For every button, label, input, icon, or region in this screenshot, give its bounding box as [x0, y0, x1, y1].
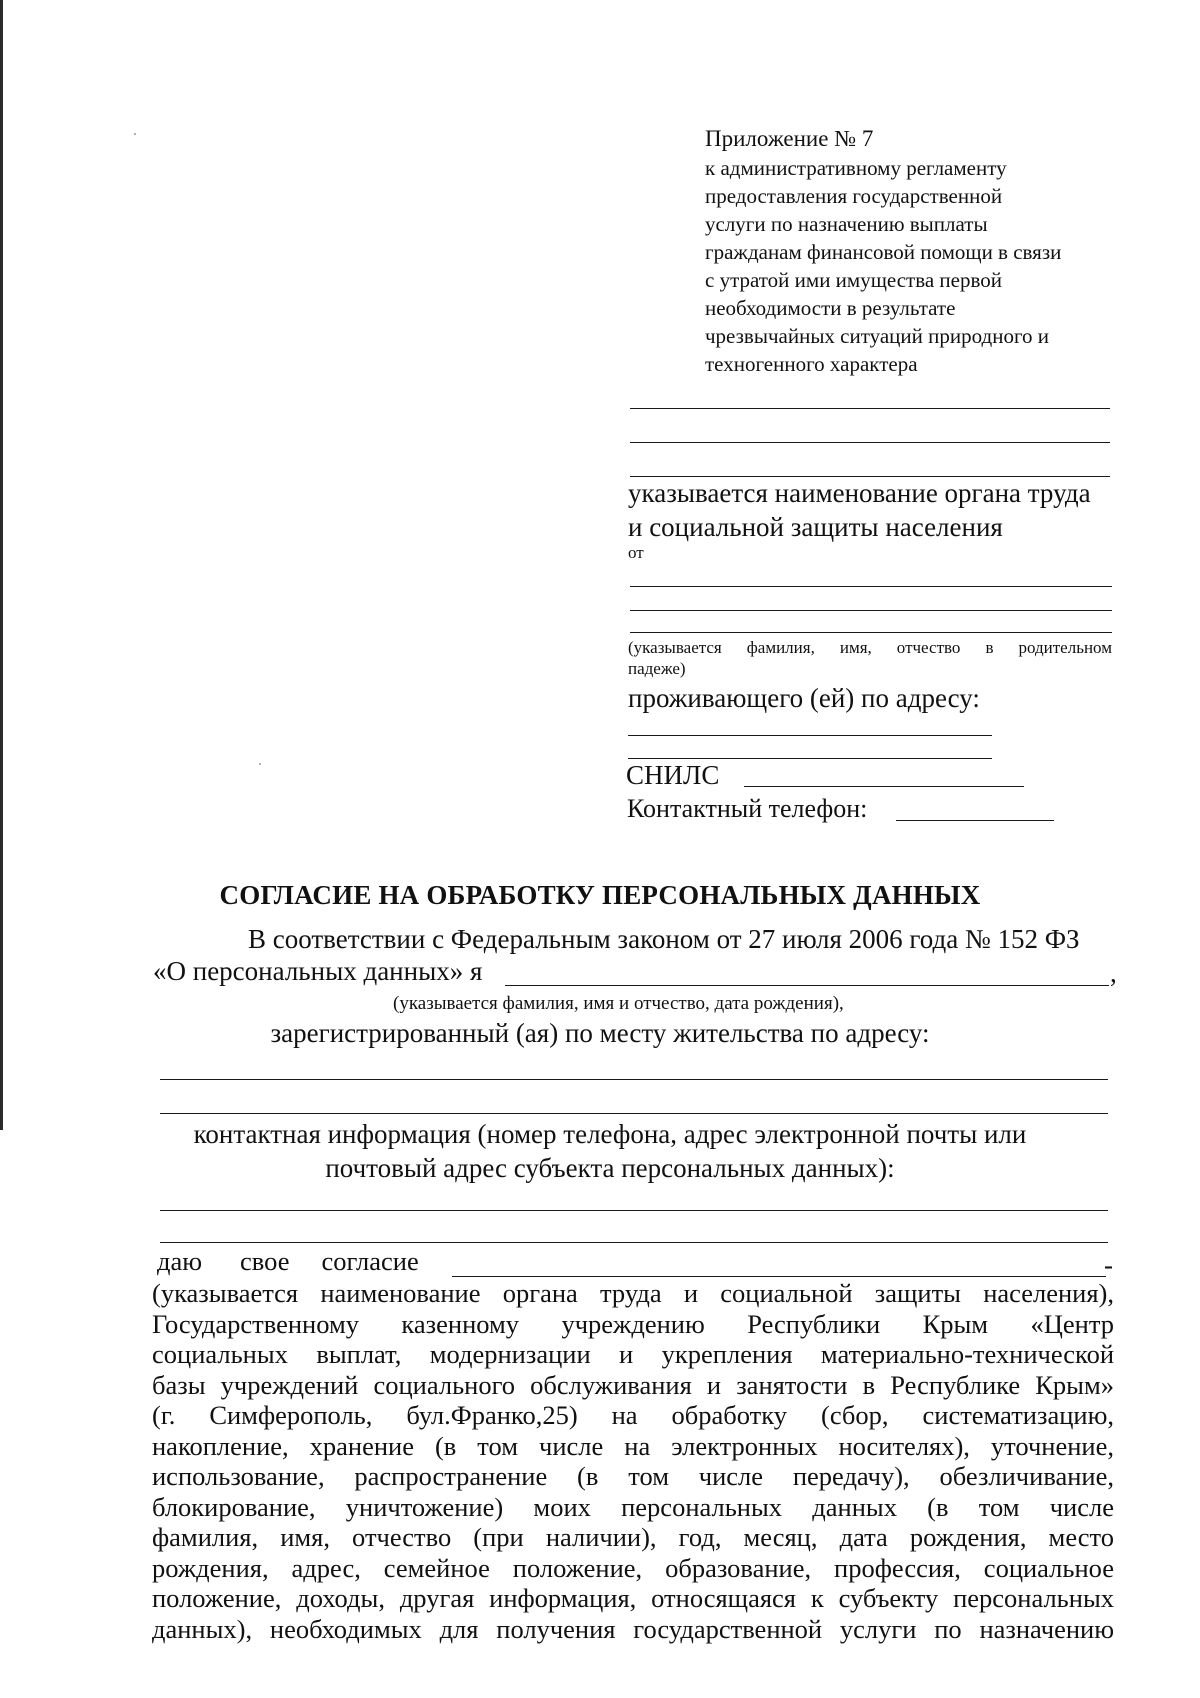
give-word-1: даю: [157, 1246, 203, 1276]
consent-body: [152, 1278, 1114, 1644]
contact-line2: почтовый адрес субъекта персональных данных):: [325, 1153, 895, 1183]
applicant-fio-blank-1: [630, 586, 1112, 587]
registered-label: зарегистрированный (ая) по месту жительства по адресу:: [270, 1018, 930, 1048]
consent-body-line: (указывается наименование органа труда и социальной защиты населения),: [152, 1278, 1114, 1308]
annex-title: Приложение № 7: [705, 126, 874, 151]
consent-body-line: использование, распространение (в том числе передачу), обезличивание,: [152, 1461, 1114, 1491]
annex-line: предоставления государственной: [705, 184, 1003, 208]
annex-line: к административному регламенту: [705, 156, 1007, 180]
consent-body-line: рождения, адрес, семейное положение, образование, профессия, социальное: [152, 1552, 1114, 1583]
annex-line: необходимости в результате: [705, 296, 956, 320]
from-label: от: [628, 543, 644, 562]
annex-line: техногенного характера: [705, 352, 918, 376]
consent-body-line: накопление, хранение (в том числе на электронных носителях), уточнение,: [152, 1430, 1114, 1461]
address-label: проживающего (ей) по адресу:: [628, 683, 980, 713]
law-line2: «О персональных данных» я: [153, 956, 483, 986]
contact-info-wrap: [0, 1117, 1200, 1185]
consent-title: СОГЛАСИЕ НА ОБРАБОТКУ ПЕРСОНАЛЬНЫХ ДАННЫХ: [219, 880, 981, 910]
annex-line: гражданам финансовой помощи в связи: [705, 240, 1062, 264]
snils-blank: [744, 786, 1024, 787]
phone-label: Контактный телефон:: [627, 794, 868, 823]
consent-body-line: социальных выплат, модернизации и укрепления материально-технической: [152, 1339, 1114, 1369]
fio-hint-line1: (указывается фамилия, имя, отчество в родительном: [628, 638, 1112, 657]
scan-edge-line: [0, 0, 3, 1130]
applicant-address-blank-1: [628, 735, 992, 736]
annex-line: с утратой ими имущества первой: [705, 268, 1003, 292]
annex-line: услуги по назначению выплаты: [705, 212, 988, 236]
law-comma: ,: [1110, 958, 1117, 988]
snils-label: СНИЛС: [626, 760, 720, 790]
consent-body-line: базы учреждений социального обслуживания и занятости в Республике Крым»: [152, 1369, 1114, 1400]
contact-info-blank-1: [160, 1210, 1108, 1211]
consent-body-line: (г. Симферополь, бул.Франко,25) на обработку (сбор, систематизацию,: [152, 1400, 1114, 1430]
give-dash: -: [1104, 1250, 1113, 1280]
annex-line: чрезвычайных ситуаций природного и: [705, 324, 1050, 348]
give-word-2: свое: [240, 1246, 290, 1276]
consent-organ-blank: [452, 1276, 1106, 1277]
registered-address-blank-1: [160, 1079, 1108, 1080]
annex-block: [705, 124, 1125, 378]
give-consent-row: [157, 1245, 419, 1277]
consent-body-line: положение, доходы, другая информация, относящаяся к субъекту персональных: [152, 1583, 1114, 1613]
phone-blank: [896, 820, 1054, 821]
registered-label-wrap: [0, 1016, 1200, 1050]
organ-hint-line1: указывается наименование органа труда: [628, 478, 1091, 508]
fio-hint-line2: падеже): [628, 659, 686, 678]
consent-body-line: блокирование, уничтожение) моих персональных данных (в том числе: [152, 1491, 1114, 1522]
applicant-fio-blank-2: [630, 610, 1112, 611]
scan-speck: [134, 133, 136, 135]
organ-name-blank-2: [630, 442, 1110, 443]
contact-line1: контактная информация (номер телефона, адрес электронной почты или: [193, 1119, 1027, 1149]
applicant-fio-blank-3: [630, 632, 1112, 633]
registered-address-blank-2: [160, 1113, 1108, 1114]
organ-hint-line2: и социальной защиты населения: [628, 512, 1003, 542]
organ-name-blank-1: [630, 408, 1110, 409]
consent-body-line: данных), необходимых для получения государственной услуги по назначению: [152, 1613, 1114, 1644]
consent-fio-blank: [505, 985, 1109, 986]
consent-fio-hint: (указывается фамилия, имя и отчество, дата рождения),: [393, 993, 844, 1014]
consent-body-line: фамилия, имя, отчество (при наличии), год, месяц, дата рождения, место: [152, 1522, 1114, 1552]
law-line1: В соответствии с Федеральным законом от 27 июля 2006 года № 152 ФЗ: [248, 924, 1080, 954]
give-word-3: согласие: [321, 1246, 419, 1276]
scan-speck: [259, 763, 261, 765]
consent-body-line: Государственному казенному учреждению Республики Крым «Центр: [152, 1308, 1114, 1339]
contact-info-blank-2: [160, 1242, 1108, 1243]
